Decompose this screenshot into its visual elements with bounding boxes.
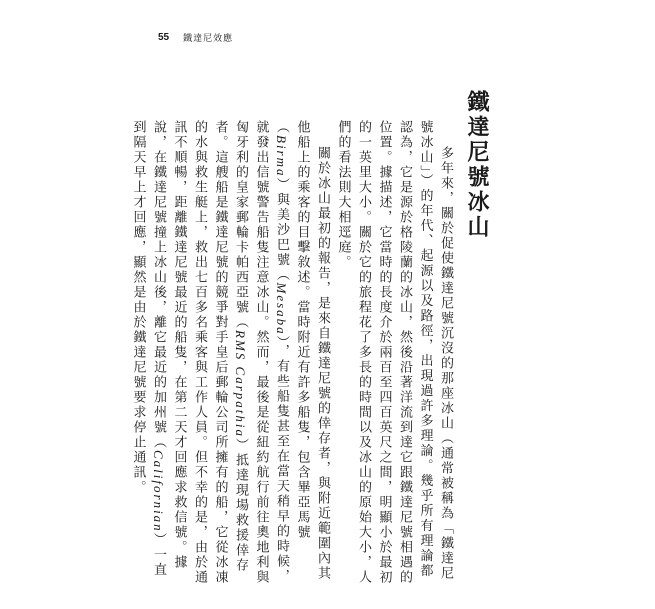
- running-head: 鐵達尼效應: [183, 33, 234, 44]
- text-segment: 多年來，關於促使鐵達尼號沉沒的那座冰山（通常被稱為「鐵達尼號冰山」）的年代、起源以及路徑，出現過許多理論。幾乎所有理論都認為，它是源於格陵蘭的冰山，然後沿著洋流到達它跟鐵達尼號相遇的位置。據描述，它當時的長度介於兩百至四百英尺之間，明顯小於最初的一英里大小。關於它的旅程花了多長的時間以及冰山的原始大小，人們的看法則大相逕庭。: [335, 120, 453, 585]
- ship-name-latin: RMS Carpathia: [233, 330, 248, 438]
- ship-name-latin: Mesaba: [274, 282, 289, 336]
- ship-name-latin: Birma: [274, 135, 289, 178]
- text-segment: ）與美沙巴號（: [274, 177, 289, 283]
- body-text: [130, 120, 455, 590]
- paragraph-1: [332, 120, 455, 590]
- text-segment: ），有些船隻甚至在當天稍早的時候，就發出信號警告船隻注意冰山。然而，最後是從紐約航行前往奧地利與匈牙利的皇家郵輪卡帕西亞號（: [233, 120, 289, 585]
- page-number: 55: [158, 31, 170, 43]
- paragraph-2: [127, 120, 332, 590]
- text-segment: ）抵達現場救援倖存者。這艘船是鐵達尼號的競爭對手皇后郵輪公司所擁有的船，它從冰凍的水與救生艇上，救出七百多名乘客與工作人員。但不幸的是，由於通訊不順暢，距離鐵達尼號最近的船隻，在第二天才回應求救信號。據說，在鐵達尼號撞上冰山後，離它最近的加州號（: [151, 120, 248, 585]
- ship-name-latin: Californian: [151, 450, 166, 533]
- text-segment: 關於冰山最初的報告，是來自鐵達尼號的倖存者，與附近範圍內其他船上的乘客的目擊敘述。當時附近有許多船隻，包含畢亞馬號（: [274, 120, 330, 581]
- section-title: 鐵達尼號冰山: [464, 90, 489, 240]
- page-header: [158, 30, 233, 44]
- text-segment: ）一直到隔天早上才回應，顯然是由於鐵達尼號要求停止通訊。: [130, 120, 166, 578]
